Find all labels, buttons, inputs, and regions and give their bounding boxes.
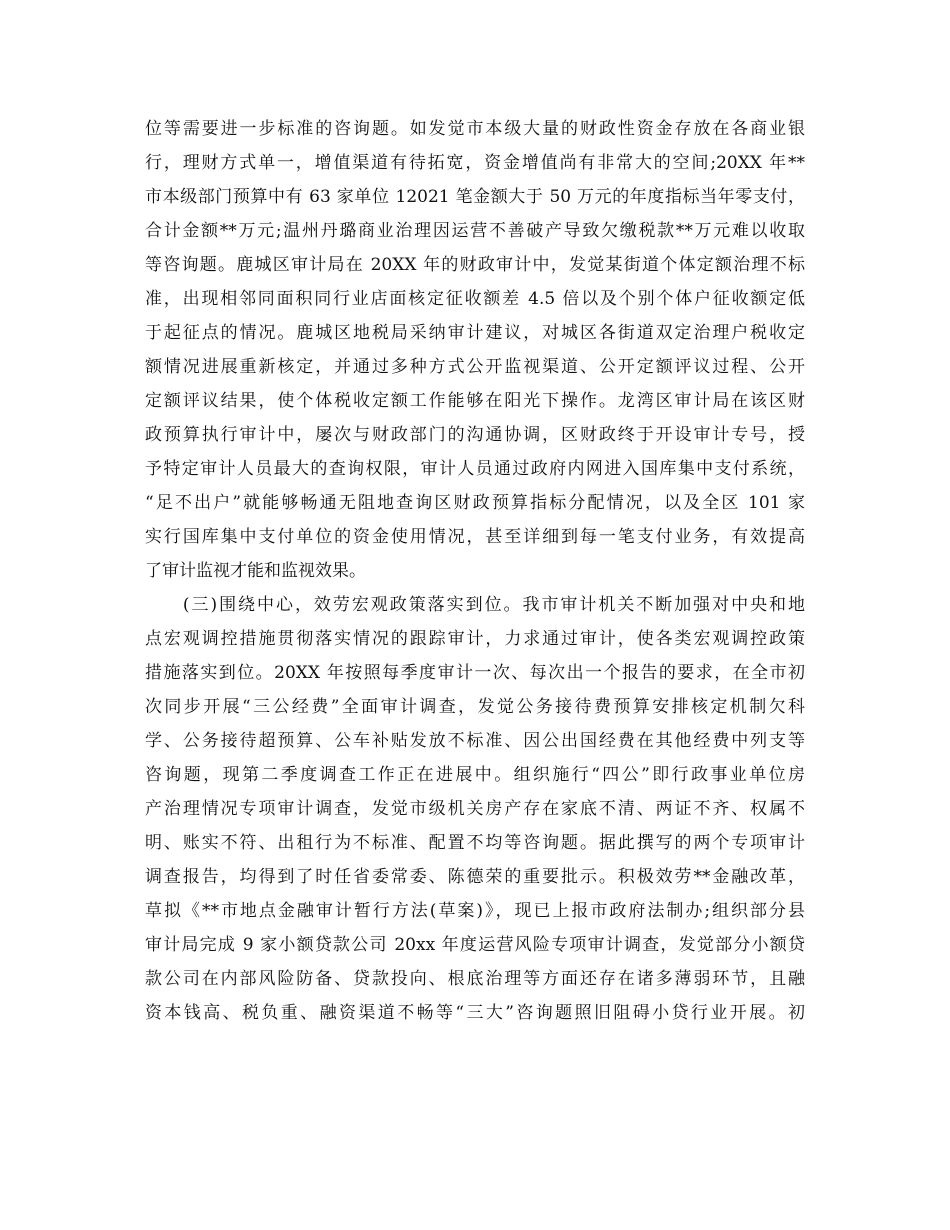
text-line: 产治理情况专项审计调查，发觉市级机关房产存在家底不清、两证不齐、权属不: [145, 799, 805, 819]
text-line: 政预算执行审计中，屡次与财政部门的沟通协调，区财政终于开设审计专号，授: [145, 425, 805, 445]
text-line: 草拟《**市地点金融审计暂行方法(草案)》，现已上报市政府法制办;组织部分县: [145, 901, 805, 921]
text-line: 学、公务接待超预算、公车补贴发放不标准、因公出国经费在其他经费中列支等: [145, 731, 805, 751]
text-line: 准，出现相邻同面积同行业店面核定征收额差 4.5 倍以及个别个体户征收额定低: [145, 289, 805, 309]
text-line: 款公司在内部风险防备、贷款投向、根底治理等方面还存在诸多薄弱环节，且融: [145, 969, 805, 989]
text-line: 措施落实到位。20XX 年按照每季度审计一次、每次出一个报告的要求，在全市初: [145, 663, 805, 683]
text-line: 于起征点的情况。鹿城区地税局采纳审计建议，对城区各街道双定治理户税收定: [145, 323, 805, 343]
text-line: 额情况进展重新核定，并通过多种方式公开监视渠道、公开定额评议过程、公开: [145, 357, 805, 377]
text-line: 实行国库集中支付单位的资金使用情况，甚至详细到每一笔支付业务，有效提高: [145, 527, 805, 547]
text-line: 定额评议结果，使个体税收定额工作能够在阳光下操作。龙湾区审计局在该区财: [145, 391, 805, 411]
text-line: 审计局完成 9 家小额贷款公司 20xx 年度运营风险专项审计调查，发觉部分小额贷: [145, 935, 805, 955]
text-line: 次同步开展“三公经费”全面审计调查，发觉公务接待费预算安排核定机制欠科: [145, 697, 805, 717]
text-line: 资本钱高、税负重、融资渠道不畅等“三大”咨询题照旧阻碍小贷行业开展。初: [145, 1003, 805, 1023]
text-line: 等咨询题。鹿城区审计局在 20XX 年的财政审计中，发觉某街道个体定额治理不标: [145, 255, 805, 275]
text-line: 咨询题，现第二季度调查工作正在进展中。组织施行“四公”即行政事业单位房: [145, 765, 805, 785]
text-line: 了审计监视才能和监视效果。: [145, 561, 366, 581]
text-line: 市本级部门预算中有 63 家单位 12021 笔金额大于 50 万元的年度指标当年零支付，: [145, 187, 805, 207]
paragraph-start-line: (三)围绕中心，效劳宏观政策落实到位。我市审计机关不断加强对中央和地: [145, 595, 805, 615]
text-line: 位等需要进一步标准的咨询题。如发觉市本级大量的财政性资金存放在各商业银: [145, 119, 805, 139]
text-line: 行，理财方式单一，增值渠道有待拓宽，资金增值尚有非常大的空间;20XX 年**: [145, 153, 805, 173]
text-line: “足不出户”就能够畅通无阻地查询区财政预算指标分配情况，以及全区 101 家: [145, 493, 805, 513]
text-line: 点宏观调控措施贯彻落实情况的跟踪审计，力求通过审计，使各类宏观调控政策: [145, 629, 805, 649]
text-line: 明、账实不符、出租行为不标准、配置不均等咨询题。据此撰写的两个专项审计: [145, 833, 805, 853]
text-line: 调查报告，均得到了时任省委常委、陈德荣的重要批示。积极效劳**金融改革，: [145, 867, 805, 887]
text-line: 合计金额**万元;温州丹璐商业治理因运营不善破产导致欠缴税款**万元难以收取: [145, 221, 805, 241]
text-line: 予特定审计人员最大的查询权限，审计人员通过政府内网进入国库集中支付系统，: [145, 459, 805, 479]
document-body: [145, 112, 805, 1030]
